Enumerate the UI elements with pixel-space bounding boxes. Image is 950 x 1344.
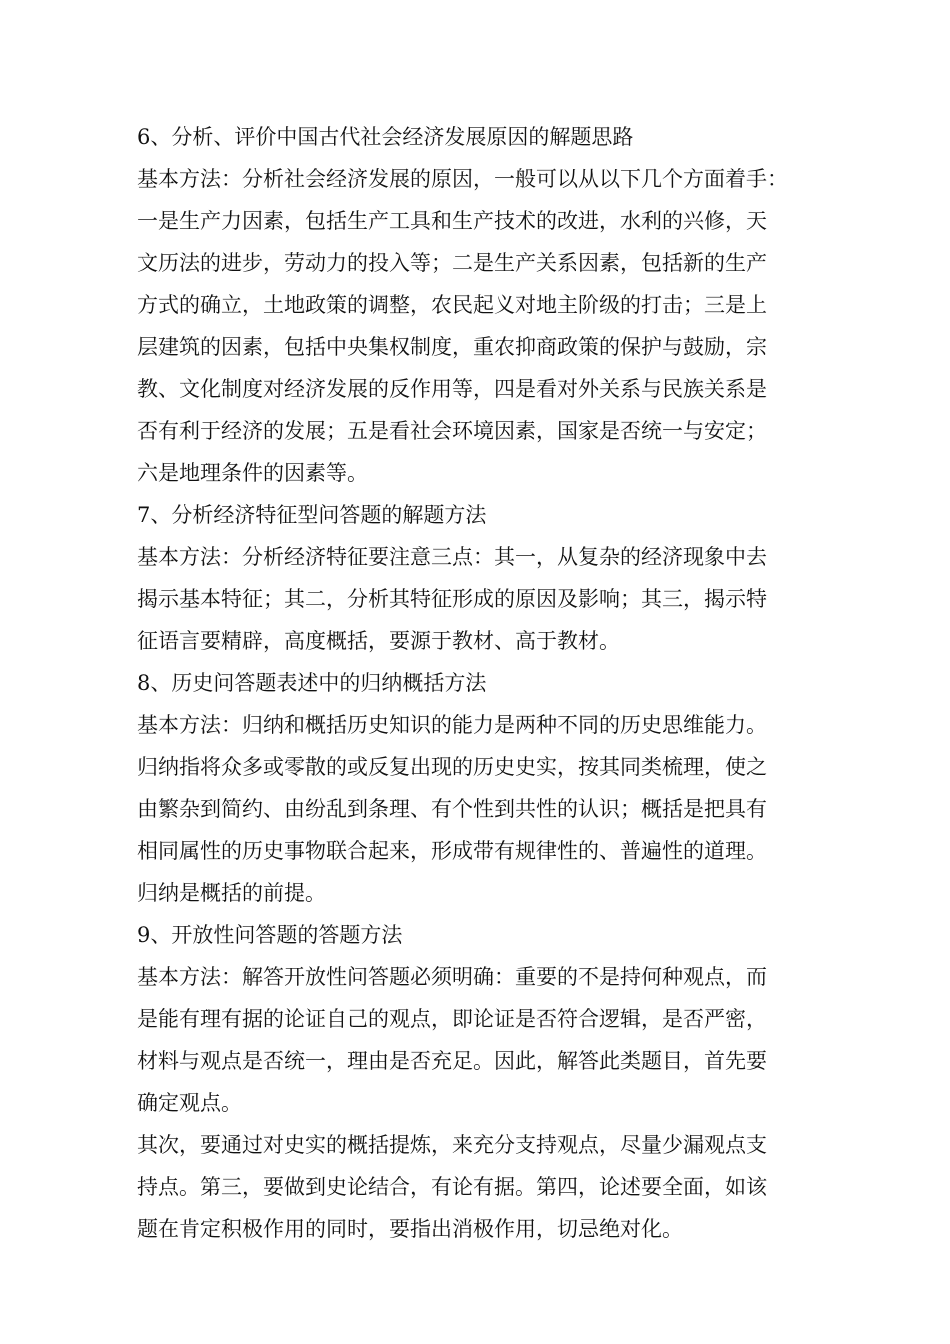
text-line: 征语言要精辟，高度概括，要源于教材、高于教材。: [137, 629, 620, 653]
text-line: 材料与观点是否统一，理由是否充足。因此，解答此类题目，首先要: [137, 1049, 767, 1073]
text-line: 层建筑的因素，包括中央集权制度，重农抑商政策的保护与鼓励，宗: [137, 335, 767, 359]
text-line: 方式的确立，土地政策的调整，农民起义对地主阶级的打击；三是上: [137, 293, 767, 317]
text-line: 归纳是概括的前提。: [137, 881, 326, 905]
text-line: 文历法的进步，劳动力的投入等；二是生产关系因素，包括新的生产: [137, 251, 767, 275]
heading-7: 7、分析经济特征型问答题的解题方法: [137, 503, 487, 527]
text-line: 由繁杂到简约、由纷乱到条理、有个性到共性的认识；概括是把具有: [137, 797, 767, 821]
text-line: 其次，要通过对史实的概括提炼，来充分支持观点，尽量少漏观点支: [137, 1133, 767, 1157]
text-line: 一是生产力因素，包括生产工具和生产技术的改进，水利的兴修，天: [137, 209, 767, 233]
text-line: 否有利于经济的发展；五是看社会环境因素，国家是否统一与安定；: [137, 419, 767, 443]
text-line: 是能有理有据的论证自己的观点，即论证是否符合逻辑，是否严密，: [137, 1007, 767, 1031]
text-line: 基本方法：归纳和概括历史知识的能力是两种不同的历史思维能力。: [137, 713, 767, 737]
text-line: 题在肯定积极作用的同时，要指出消极作用，切忌绝对化。: [137, 1217, 683, 1241]
heading-8: 8、历史问答题表述中的归纳概括方法: [137, 671, 487, 695]
text-line: 持点。第三，要做到史论结合，有论有据。第四，论述要全面，如该: [137, 1175, 767, 1199]
heading-6: 6、分析、评价中国古代社会经济发展原因的解题思路: [137, 125, 634, 149]
text-line: 基本方法：分析经济特征要注意三点：其一，从复杂的经济现象中去: [137, 545, 767, 569]
heading-9: 9、开放性问答题的答题方法: [137, 923, 403, 947]
text-line: 教、文化制度对经济发展的反作用等，四是看对外关系与民族关系是: [137, 377, 767, 401]
text-line: 六是地理条件的因素等。: [137, 461, 368, 485]
text-line: 确定观点。: [137, 1091, 242, 1115]
text-line: 归纳指将众多或零散的或反复出现的历史史实，按其同类梳理，使之: [137, 755, 767, 779]
text-line: 基本方法：分析社会经济发展的原因，一般可以从以下几个方面着手：: [137, 167, 788, 191]
text-line: 相同属性的历史事物联合起来，形成带有规律性的、普遍性的道理。: [137, 839, 767, 863]
document-body: [137, 116, 817, 1250]
text-line: 基本方法：解答开放性问答题必须明确：重要的不是持何种观点，而: [137, 965, 767, 989]
text-line: 揭示基本特征；其二，分析其特征形成的原因及影响；其三，揭示特: [137, 587, 767, 611]
